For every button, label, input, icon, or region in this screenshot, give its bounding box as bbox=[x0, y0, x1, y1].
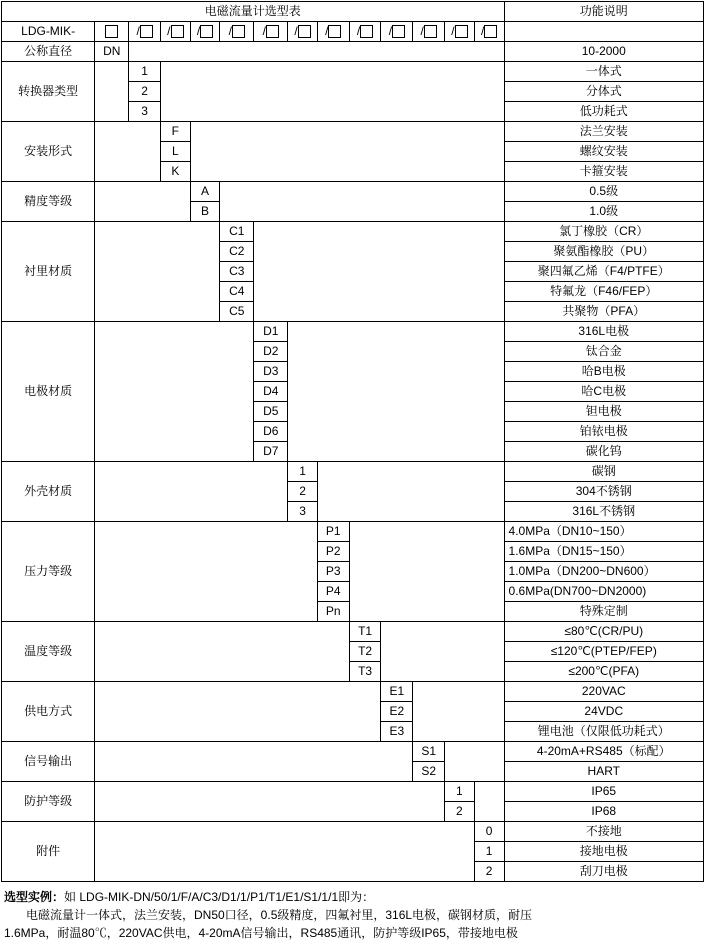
model-box-9: / bbox=[349, 22, 381, 42]
blank-cell bbox=[381, 622, 504, 682]
code-protection-1: 1 bbox=[445, 782, 475, 802]
code-signal-2: S2 bbox=[413, 762, 445, 782]
code-electrode-3: D3 bbox=[254, 362, 288, 382]
row-label-protection-class: 防护等级 bbox=[2, 782, 95, 822]
table-row bbox=[2, 42, 704, 62]
blank-cell bbox=[445, 742, 504, 782]
checkbox-icon bbox=[424, 25, 437, 38]
desc-protection-2: IP68 bbox=[504, 802, 703, 822]
row-label-accessories: 附件 bbox=[2, 822, 95, 882]
blank-cell bbox=[95, 322, 254, 462]
model-box-7: / bbox=[288, 22, 318, 42]
blank-cell bbox=[95, 742, 413, 782]
row-label-pressure-class: 压力等级 bbox=[2, 522, 95, 622]
code-electrode-5: D5 bbox=[254, 402, 288, 422]
desc-accessory-3: 刮刀电极 bbox=[504, 862, 703, 882]
desc-pressure-1: 4.0MPa（DN10~150） bbox=[504, 522, 703, 542]
blank-cell bbox=[95, 182, 190, 222]
example-line-3: 1.6MPa，耐温80℃，220VAC供电，4-20mA信号输出，RS485通讯，防护等级IP65，带接地电极 bbox=[4, 926, 518, 940]
blank-cell bbox=[95, 62, 129, 122]
checkbox-icon bbox=[266, 25, 279, 38]
code-converter-2: 2 bbox=[129, 82, 161, 102]
code-lining-3: C3 bbox=[220, 262, 254, 282]
blank-cell bbox=[220, 182, 504, 222]
blank-cell bbox=[413, 682, 504, 742]
blank-cell bbox=[129, 42, 504, 62]
code-accessory-1: 0 bbox=[474, 822, 504, 842]
model-box-11: / bbox=[413, 22, 445, 42]
code-power-3: E3 bbox=[381, 722, 413, 742]
desc-mounting-2: 螺纹安装 bbox=[504, 142, 703, 162]
code-lining-4: C4 bbox=[220, 282, 254, 302]
table-row bbox=[2, 62, 704, 82]
desc-temperature-2: ≤120℃(PTEP/FEP) bbox=[504, 642, 703, 662]
code-pressure-2: P2 bbox=[317, 542, 349, 562]
table-row bbox=[2, 742, 704, 762]
desc-pressure-2: 1.6MPa（DN15~150） bbox=[504, 542, 703, 562]
model-box-13: / bbox=[474, 22, 504, 42]
desc-accessory-1: 不接地 bbox=[504, 822, 703, 842]
desc-power-3: 锂电池（仅限低功耗式） bbox=[504, 722, 703, 742]
checkbox-icon bbox=[200, 25, 213, 38]
desc-pressure-5: 特殊定制 bbox=[504, 602, 703, 622]
desc-temperature-3: ≤200℃(PFA) bbox=[504, 662, 703, 682]
blank-cell bbox=[161, 62, 505, 122]
desc-nominal-diameter: 10-2000 bbox=[504, 42, 703, 62]
desc-mounting-3: 卡箍安装 bbox=[504, 162, 703, 182]
checkbox-icon bbox=[484, 25, 497, 38]
code-housing-1: 1 bbox=[288, 462, 318, 482]
code-protection-2: 2 bbox=[445, 802, 475, 822]
blank-cell bbox=[95, 222, 220, 322]
code-mounting-1: F bbox=[161, 122, 191, 142]
desc-accuracy-2: 1.0级 bbox=[504, 202, 703, 222]
code-electrode-6: D6 bbox=[254, 422, 288, 442]
model-box-5: / bbox=[220, 22, 254, 42]
table-row bbox=[2, 682, 704, 702]
table-row bbox=[2, 522, 704, 542]
row-label-converter-type: 转换器类型 bbox=[2, 62, 95, 122]
code-accessory-3: 2 bbox=[474, 862, 504, 882]
desc-lining-2: 聚氨酯橡胶（PU） bbox=[504, 242, 703, 262]
desc-protection-1: IP65 bbox=[504, 782, 703, 802]
code-pressure-5: Pn bbox=[317, 602, 349, 622]
blank-cell bbox=[95, 522, 318, 622]
table-row bbox=[2, 182, 704, 202]
row-label-housing-material: 外壳材质 bbox=[2, 462, 95, 522]
checkbox-icon bbox=[298, 25, 311, 38]
blank-cell bbox=[95, 122, 161, 182]
row-label-signal-output: 信号输出 bbox=[2, 742, 95, 782]
table-row bbox=[2, 622, 704, 642]
code-lining-5: C5 bbox=[220, 302, 254, 322]
code-accessory-2: 1 bbox=[474, 842, 504, 862]
desc-power-1: 220VAC bbox=[504, 682, 703, 702]
desc-lining-5: 共聚物（PFA） bbox=[504, 302, 703, 322]
blank-cell bbox=[95, 782, 445, 822]
example-model-string: 如 LDG-MIK-DN/50/1/F/A/C3/D1/1/P1/T1/E1/S1/1/1即为： bbox=[64, 890, 375, 904]
function-desc-blank bbox=[504, 22, 703, 42]
blank-cell bbox=[190, 122, 504, 182]
desc-mounting-1: 法兰安装 bbox=[504, 122, 703, 142]
code-temperature-1: T1 bbox=[349, 622, 381, 642]
desc-pressure-3: 1.0MPa（DN200~DN600） bbox=[504, 562, 703, 582]
desc-accessory-2: 接地电极 bbox=[504, 842, 703, 862]
desc-lining-1: 氯丁橡胶（CR） bbox=[504, 222, 703, 242]
blank-cell bbox=[349, 522, 504, 622]
desc-converter-2: 分体式 bbox=[504, 82, 703, 102]
desc-signal-1: 4-20mA+RS485（标配） bbox=[504, 742, 703, 762]
checkbox-icon bbox=[232, 25, 245, 38]
code-pressure-1: P1 bbox=[317, 522, 349, 542]
desc-lining-3: 聚四氟乙烯（F4/PTFE） bbox=[504, 262, 703, 282]
example-title: 选型实例： bbox=[4, 890, 65, 904]
checkbox-icon bbox=[140, 25, 153, 38]
code-dn: DN bbox=[95, 42, 129, 62]
model-box-1 bbox=[95, 22, 129, 42]
model-box-4: / bbox=[190, 22, 220, 42]
code-electrode-7: D7 bbox=[254, 442, 288, 462]
table-row bbox=[2, 122, 704, 142]
code-power-2: E2 bbox=[381, 702, 413, 722]
desc-housing-1: 碳钢 bbox=[504, 462, 703, 482]
checkbox-icon bbox=[392, 25, 405, 38]
blank-cell bbox=[95, 462, 288, 522]
model-box-10: / bbox=[381, 22, 413, 42]
row-label-electrode-material: 电极材质 bbox=[2, 322, 95, 462]
model-box-6: / bbox=[254, 22, 288, 42]
table-row bbox=[2, 782, 704, 802]
code-housing-3: 3 bbox=[288, 502, 318, 522]
desc-housing-2: 304不锈钢 bbox=[504, 482, 703, 502]
blank-cell bbox=[95, 822, 474, 882]
code-electrode-1: D1 bbox=[254, 322, 288, 342]
code-electrode-4: D4 bbox=[254, 382, 288, 402]
row-label-nominal-diameter: 公称直径 bbox=[2, 42, 95, 62]
blank-cell bbox=[95, 622, 349, 682]
code-electrode-2: D2 bbox=[254, 342, 288, 362]
table-title-row bbox=[2, 2, 704, 22]
table-row bbox=[2, 222, 704, 242]
code-accuracy-1: A bbox=[190, 182, 220, 202]
code-housing-2: 2 bbox=[288, 482, 318, 502]
example-notes bbox=[4, 888, 705, 942]
blank-cell bbox=[474, 782, 504, 822]
checkbox-icon bbox=[328, 25, 341, 38]
desc-electrode-6: 铂铱电极 bbox=[504, 422, 703, 442]
checkbox-icon bbox=[455, 25, 468, 38]
table-row bbox=[2, 322, 704, 342]
model-box-8: / bbox=[317, 22, 349, 42]
desc-lining-4: 特氟龙（F46/FEP） bbox=[504, 282, 703, 302]
row-label-temperature-class: 温度等级 bbox=[2, 622, 95, 682]
desc-temperature-1: ≤80℃(CR/PU) bbox=[504, 622, 703, 642]
code-mounting-2: L bbox=[161, 142, 191, 162]
checkbox-icon bbox=[171, 25, 184, 38]
desc-electrode-7: 碳化钨 bbox=[504, 442, 703, 462]
example-line-2: 电磁流量计一体式，法兰安装，DN50口径，0.5级精度，四氟衬里，316L电极，碳钢材质，耐压 bbox=[26, 908, 533, 922]
row-label-lining-material: 衬里材质 bbox=[2, 222, 95, 322]
blank-cell bbox=[317, 462, 504, 522]
model-code-row bbox=[2, 22, 704, 42]
code-signal-1: S1 bbox=[413, 742, 445, 762]
table-title: 电磁流量计选型表 bbox=[2, 2, 505, 22]
model-selection-table bbox=[1, 1, 704, 882]
row-label-accuracy-class: 精度等级 bbox=[2, 182, 95, 222]
code-lining-1: C1 bbox=[220, 222, 254, 242]
desc-electrode-1: 316L电极 bbox=[504, 322, 703, 342]
desc-pressure-4: 0.6MPa(DN700~DN2000) bbox=[504, 582, 703, 602]
desc-electrode-2: 钛合金 bbox=[504, 342, 703, 362]
desc-power-2: 24VDC bbox=[504, 702, 703, 722]
desc-electrode-5: 钽电极 bbox=[504, 402, 703, 422]
desc-accuracy-1: 0.5级 bbox=[504, 182, 703, 202]
code-converter-3: 3 bbox=[129, 102, 161, 122]
code-lining-2: C2 bbox=[220, 242, 254, 262]
desc-converter-3: 低功耗式 bbox=[504, 102, 703, 122]
code-mounting-3: K bbox=[161, 162, 191, 182]
table-row bbox=[2, 462, 704, 482]
function-desc-header: 功能说明 bbox=[504, 2, 703, 22]
checkbox-icon bbox=[105, 25, 118, 38]
blank-cell bbox=[95, 682, 381, 742]
example-line-1 bbox=[4, 888, 705, 906]
selection-table-sheet bbox=[0, 1, 705, 942]
desc-electrode-4: 哈C电极 bbox=[504, 382, 703, 402]
desc-electrode-3: 哈B电极 bbox=[504, 362, 703, 382]
desc-converter-1: 一体式 bbox=[504, 62, 703, 82]
code-converter-1: 1 bbox=[129, 62, 161, 82]
code-temperature-3: T3 bbox=[349, 662, 381, 682]
blank-cell bbox=[288, 322, 504, 462]
code-accuracy-2: B bbox=[190, 202, 220, 222]
code-pressure-4: P4 bbox=[317, 582, 349, 602]
code-pressure-3: P3 bbox=[317, 562, 349, 582]
table-row bbox=[2, 822, 704, 842]
checkbox-icon bbox=[360, 25, 373, 38]
row-label-power-supply: 供电方式 bbox=[2, 682, 95, 742]
blank-cell bbox=[254, 222, 504, 322]
model-prefix: LDG-MIK- bbox=[2, 22, 95, 42]
code-temperature-2: T2 bbox=[349, 642, 381, 662]
desc-signal-2: HART bbox=[504, 762, 703, 782]
code-power-1: E1 bbox=[381, 682, 413, 702]
model-box-12: / bbox=[445, 22, 475, 42]
row-label-mounting-type: 安装形式 bbox=[2, 122, 95, 182]
model-box-2: / bbox=[129, 22, 161, 42]
desc-housing-3: 316L不锈钢 bbox=[504, 502, 703, 522]
model-box-3: / bbox=[161, 22, 191, 42]
